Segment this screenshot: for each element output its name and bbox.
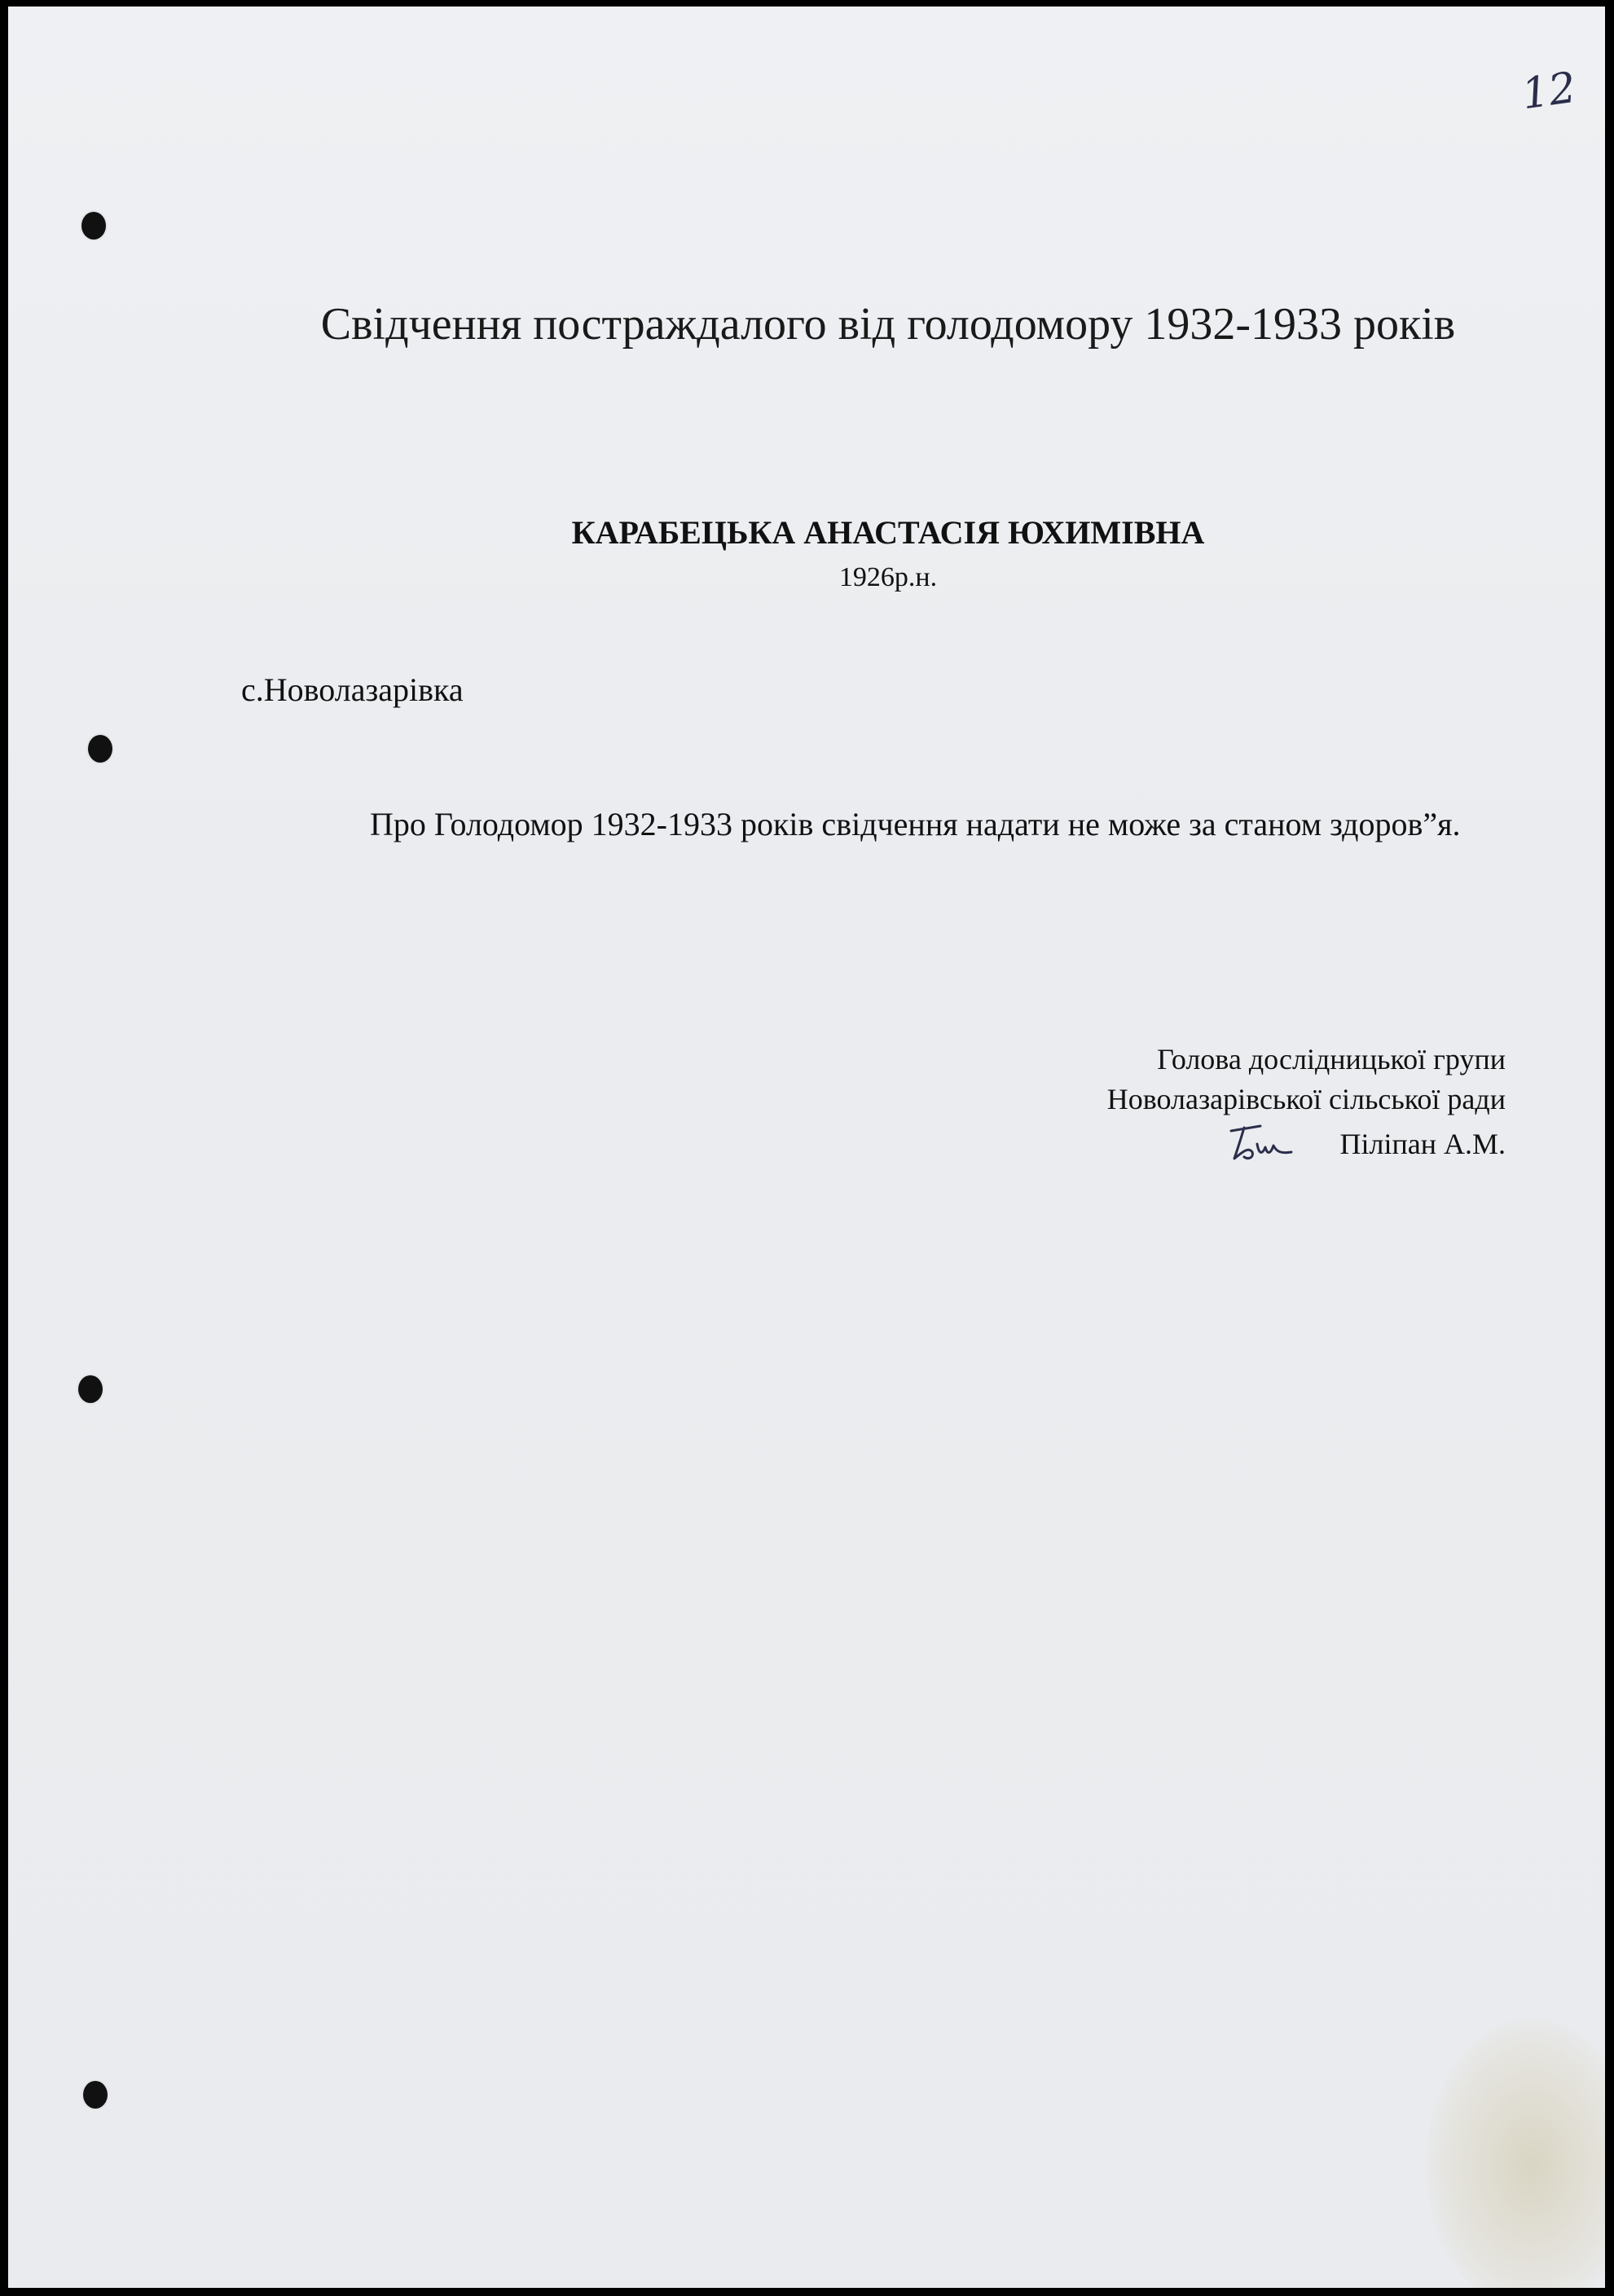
- statement-text: Про Голодомор 1932-1933 років свідчення надати не може за станом здоров”я.: [370, 806, 1461, 842]
- signatory-line: [1107, 1119, 1506, 1168]
- signatory-position-line2: Новолазарівської сільської ради: [1106, 1083, 1506, 1115]
- paper-stain: [1426, 2019, 1605, 2288]
- village-name: с.Новолазарівка: [241, 671, 464, 708]
- signature-block: [1107, 1040, 1506, 1168]
- document-title: Свідчення постраждалого від голодомору 1932-1933 років: [320, 299, 1456, 350]
- birth-year: 1926р.н.: [838, 562, 938, 592]
- punch-hole: [78, 1375, 103, 1403]
- punch-hole: [83, 2081, 108, 2109]
- handwritten-page-number: 12: [1519, 63, 1580, 120]
- punch-hole: [88, 735, 112, 763]
- witness-name: КАРАБЕЦЬКА АНАСТАСІЯ ЮХИМІВНА: [571, 514, 1205, 551]
- handwritten-signature: [1225, 1119, 1298, 1168]
- signatory-position-line1: Голова дослідницької групи: [1157, 1043, 1506, 1075]
- punch-hole: [81, 212, 106, 240]
- document-page: [8, 7, 1605, 2288]
- signatory-name: Піліпан А.М.: [1339, 1127, 1506, 1160]
